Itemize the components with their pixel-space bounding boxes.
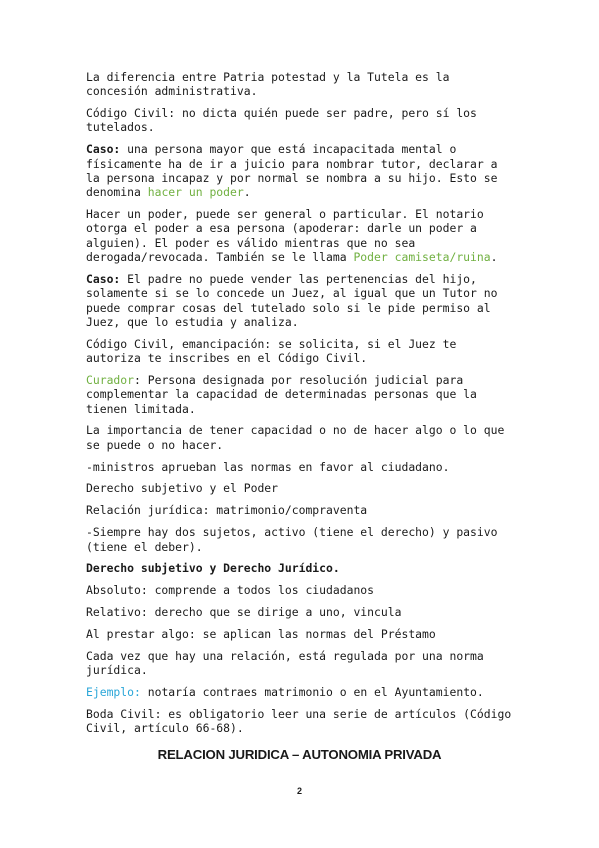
text-segment: Relativo: derecho que se dirige a uno, vincula: [86, 605, 402, 620]
paragraph: [86, 460, 518, 474]
paragraph: [86, 583, 518, 597]
text-segment: .: [243, 185, 251, 200]
paragraph: [86, 70, 518, 99]
text-segment: notaría contraes matrimonio o en el Ayuntamiento.: [140, 685, 484, 700]
section-heading: RELACION JURIDICA – AUTONOMIA PRIVADA: [157, 747, 442, 762]
text-segment: Derecho subjetivo y el Poder: [86, 481, 279, 496]
text-segment: Boda Civil: es obligatorio leer una serie de artículos (Código Civil, artículo 66-68).: [86, 707, 512, 736]
paragraph: [86, 207, 518, 264]
paragraph: [86, 272, 518, 329]
text-segment: una persona mayor que está incapacitada mental o físicamente ha de ir a juicio para nombrar tutor, declarar a la persona incapaz y por normal se nombra a su hijo. Esto se denomina: [86, 142, 498, 200]
paragraph: [86, 373, 518, 416]
example-label: Ejemplo:: [86, 685, 141, 700]
highlighted-term: Poder camiseta/ruina: [353, 250, 491, 265]
document-body: [86, 70, 518, 743]
text-segment: La importancia de tener capacidad o no de hacer algo o lo que se puede o no hacer.: [86, 423, 505, 452]
paragraph: [86, 649, 518, 678]
paragraph: [86, 142, 518, 199]
text-segment: Cada vez que hay una relación, está regulada por una norma jurídica.: [86, 649, 484, 678]
paragraph: [86, 707, 518, 736]
highlighted-term: Curador: [86, 372, 135, 387]
text-segment: Al prestar algo: se aplican las normas del Préstamo: [86, 627, 436, 642]
paragraph: [86, 627, 518, 641]
text-segment: -Siempre hay dos sujetos, activo (tiene el derecho) y pasivo (tiene el deber).: [86, 525, 498, 554]
paragraph: [86, 525, 518, 554]
text-segment: .: [490, 250, 498, 265]
highlighted-term: hacer un poder: [147, 185, 244, 200]
paragraph: [86, 605, 518, 619]
bold-label: Caso:: [86, 271, 121, 286]
text-segment: La diferencia entre Patria potestad y la Tutela es la concesión administrativa.: [86, 70, 450, 99]
paragraph: [86, 685, 518, 699]
text-segment: Código Civil, emancipación: se solicita, si el Juez te autoriza te inscribes en el Código Civil.: [86, 336, 457, 366]
text-segment: Absoluto: comprende a todos los ciudadanos: [86, 583, 375, 598]
text-segment: -ministros aprueban las normas en favor al ciudadano.: [86, 459, 450, 474]
paragraph: [86, 423, 518, 452]
text-segment: Relación jurídica: matrimonio/compraventa: [86, 503, 368, 518]
text-segment: El padre no puede vender las pertenencias del hijo, solamente si se lo concede un Juez, al igual que un Tutor no puede comprar cosas del tutelado solo si le pide permiso al Juez, que lo estudia y analiza.: [86, 271, 498, 329]
page-number: 2: [296, 786, 302, 796]
paragraph: [86, 503, 518, 517]
paragraph: [86, 337, 518, 366]
paragraph: [86, 481, 518, 495]
bold-label: Derecho subjetivo y Derecho Jurídico.: [86, 561, 340, 576]
text-segment: Código Civil: no dicta quién puede ser padre, pero sí los tutelados.: [86, 106, 477, 135]
paragraph: [86, 106, 518, 135]
text-segment: Hacer un poder, puede ser general o particular. El notario otorga el poder a esa persona (apoderar: darle un poder a alguien). El poder es válido mientras que no sea derogada/revocada. También se le llama: [86, 207, 484, 265]
paragraph: [86, 561, 518, 575]
bold-label: Caso:: [86, 142, 121, 157]
text-segment: : Persona designada por resolución judicial para complementar la capacidad de determinadas personas que la tienen limitada.: [86, 372, 477, 416]
